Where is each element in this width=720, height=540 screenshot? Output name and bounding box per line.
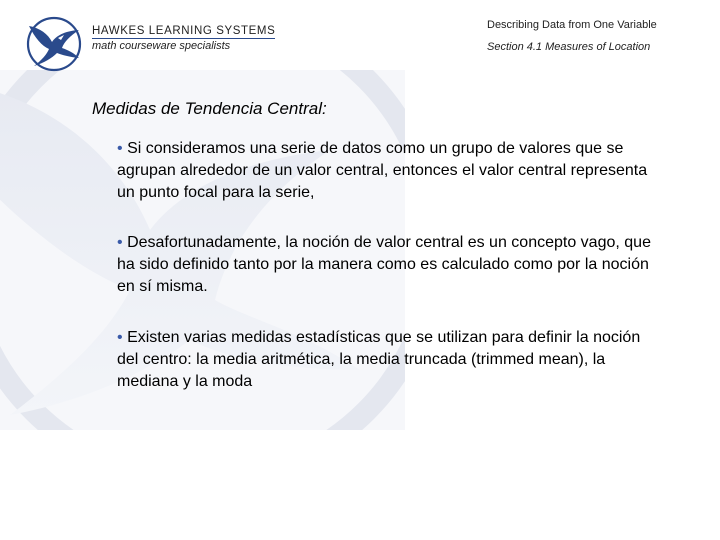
bullet-text: Existen varias medidas estadísticas que se utilizan para definir la noción del centro: la media aritmética, la media truncada (trimmed mean), la mediana y la moda [117,329,641,390]
slide-heading: Medidas de Tendencia Central: [92,99,327,118]
hawk-logo-icon [24,16,84,72]
bullet-text: Si consideramos una serie de datos como un grupo de valores que se agrupan alrededor de un valor central, entonces el valor central representa un punto focal para la serie, [117,140,648,201]
bullet-item [117,327,657,393]
slide-header [0,0,720,72]
company-tagline: math courseware specialists [92,40,231,52]
company-name: HAWKES LEARNING SYSTEMS [92,25,276,37]
bullet-item [117,138,657,204]
bullet-item [117,232,657,298]
bullet-marker: • [117,329,123,346]
course-title: Describing Data from One Variable [487,19,657,31]
section-title: Section 4.1 Measures of Location [487,41,651,53]
bullet-text: Desafortunadamente, la noción de valor central es un concepto vago, que ha sido definido tanto por la manera como es calculado como por la noción en sí misma. [117,234,651,295]
bullet-marker: • [117,140,123,157]
bullet-marker: • [117,234,123,251]
